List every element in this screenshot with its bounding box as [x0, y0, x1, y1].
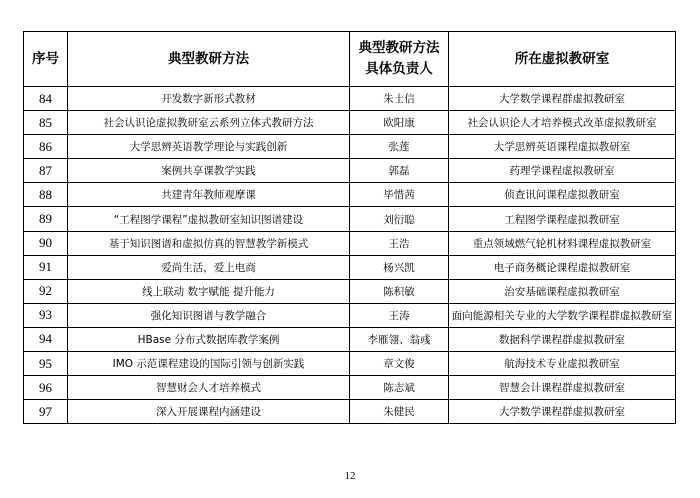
table-row — [24, 111, 676, 135]
cell-office: 大学思辨英语课程虚拟教研室 — [449, 135, 676, 159]
cell-leader: 王浩 — [350, 231, 449, 255]
table-row — [24, 87, 676, 111]
cell-method: HBase 分布式数据库教学案例 — [68, 327, 350, 351]
cell-seq: 86 — [24, 135, 68, 159]
table-row — [24, 255, 676, 279]
cell-seq: 93 — [24, 303, 68, 327]
cell-office: 智慧会计课程群虚拟教研室 — [449, 376, 676, 400]
cell-office: 工程图学课程虚拟教研室 — [449, 207, 676, 231]
cell-method: IMO 示范课程建设的国际引领与创新实践 — [68, 352, 350, 376]
cell-leader: 朱健民 — [350, 400, 449, 424]
cell-leader: 王涛 — [350, 303, 449, 327]
cell-leader: 陈志斌 — [350, 376, 449, 400]
cell-method: 智慧财会人才培养模式 — [68, 376, 350, 400]
table-row — [24, 303, 676, 327]
cell-method: 爱尚生活，爱上电商 — [68, 255, 350, 279]
cell-seq: 91 — [24, 255, 68, 279]
table-row — [24, 279, 676, 303]
header-row — [24, 32, 676, 87]
header-leader-line1: 典型教研方法 — [358, 40, 440, 56]
cell-office: 药理学课程虚拟教研室 — [449, 159, 676, 183]
cell-office: 面向能源相关专业的大学数学课程群虚拟教研室 — [449, 303, 676, 327]
cell-seq: 90 — [24, 231, 68, 255]
cell-office: 数据科学课程群虚拟教研室 — [449, 327, 676, 351]
cell-method: 大学思辨英语教学理论与实践创新 — [68, 135, 350, 159]
cell-leader: 郭磊 — [350, 159, 449, 183]
cell-method: 强化知识图谱与教学融合 — [68, 303, 350, 327]
cell-leader: 章文俊 — [350, 352, 449, 376]
cell-method: 社会认识论虚拟教研室云系列立体式教研方法 — [68, 111, 350, 135]
header-method: 典型教研方法 — [68, 32, 350, 87]
cell-office: 电子商务概论课程虚拟教研室 — [449, 255, 676, 279]
header-seq: 序号 — [24, 32, 68, 87]
cell-office: 社会认识论人才培养模式改革虚拟教研室 — [449, 111, 676, 135]
cell-office: 大学数学课程群虚拟教研室 — [449, 400, 676, 424]
table-row — [24, 327, 676, 351]
cell-method: “工程图学课程”虚拟教研室知识图谱建设 — [68, 207, 350, 231]
cell-seq: 85 — [24, 111, 68, 135]
page-number: 12 — [344, 470, 356, 482]
cell-seq: 87 — [24, 159, 68, 183]
cell-office: 航海技术专业虚拟教研室 — [449, 352, 676, 376]
cell-leader: 欧阳康 — [350, 111, 449, 135]
cell-method: 共建青年教师观摩课 — [68, 183, 350, 207]
cell-seq: 96 — [24, 376, 68, 400]
methods-table — [23, 31, 676, 424]
cell-seq: 89 — [24, 207, 68, 231]
cell-seq: 84 — [24, 87, 68, 111]
cell-office: 大学数学课程群虚拟教研室 — [449, 87, 676, 111]
cell-seq: 88 — [24, 183, 68, 207]
cell-method: 开发数字新形式教材 — [68, 87, 350, 111]
cell-method: 案例共享课教学实践 — [68, 159, 350, 183]
table-row — [24, 352, 676, 376]
cell-method: 深入开展课程内涵建设 — [68, 400, 350, 424]
cell-leader: 刘衍聪 — [350, 207, 449, 231]
table-row — [24, 376, 676, 400]
cell-office: 重点领域燃气轮机材料课程虚拟教研室 — [449, 231, 676, 255]
cell-seq: 97 — [24, 400, 68, 424]
header-leader-line2: 具体负责人 — [365, 61, 433, 77]
cell-leader: 张莲 — [350, 135, 449, 159]
cell-method: 线上联动 数字赋能 提升能力 — [68, 279, 350, 303]
cell-leader: 毕惜茜 — [350, 183, 449, 207]
table-row — [24, 231, 676, 255]
table-row — [24, 183, 676, 207]
cell-office: 治安基础课程虚拟教研室 — [449, 279, 676, 303]
cell-method: 基于知识图谱和虚拟仿真的智慧教学新模式 — [68, 231, 350, 255]
table-row — [24, 207, 676, 231]
table-row — [24, 159, 676, 183]
cell-office: 侦查讯问课程虚拟教研室 — [449, 183, 676, 207]
header-office: 所在虚拟教研室 — [449, 32, 676, 87]
cell-seq: 94 — [24, 327, 68, 351]
cell-leader: 杨兴凯 — [350, 255, 449, 279]
cell-leader: 陈积敏 — [350, 279, 449, 303]
cell-seq: 95 — [24, 352, 68, 376]
table-row — [24, 400, 676, 424]
cell-leader: 李雁翎、翁彧 — [350, 327, 449, 351]
header-leader — [350, 32, 449, 87]
cell-leader: 朱士信 — [350, 87, 449, 111]
table-row — [24, 135, 676, 159]
cell-seq: 92 — [24, 279, 68, 303]
